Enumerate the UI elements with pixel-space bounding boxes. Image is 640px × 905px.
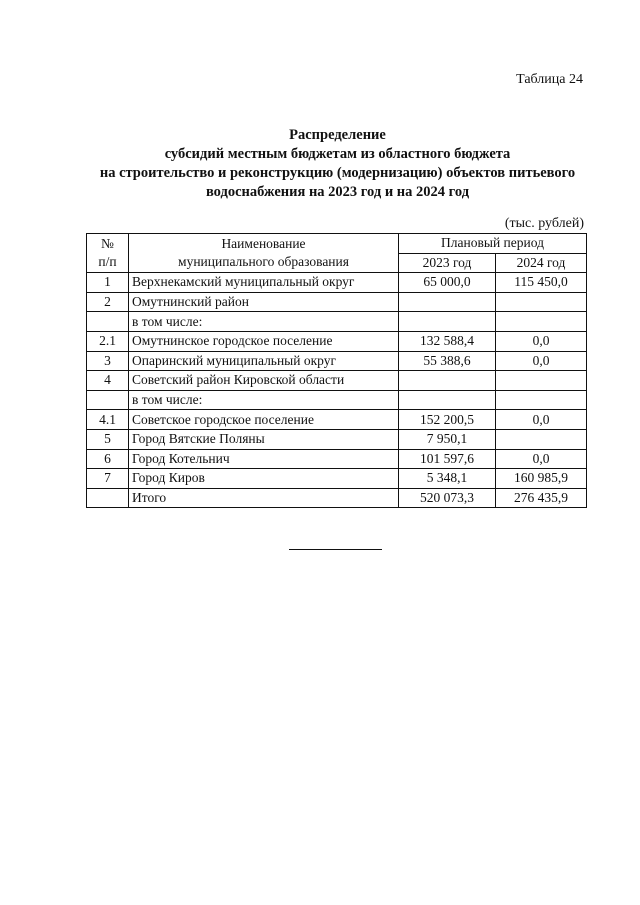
row-number: 1 — [87, 273, 129, 293]
row-value-2024: 0,0 — [496, 449, 587, 469]
row-value-2024 — [496, 429, 587, 449]
row-name: Город Вятские Поляны — [129, 429, 399, 449]
header-year-2024: 2024 год — [496, 253, 587, 273]
row-value-2023: 101 597,6 — [399, 449, 496, 469]
row-value-2023: 65 000,0 — [399, 273, 496, 293]
row-value-2024: 115 450,0 — [496, 273, 587, 293]
row-number: 3 — [87, 351, 129, 371]
table-row — [87, 488, 587, 508]
row-value-2024 — [496, 312, 587, 332]
row-name: Омутнинское городское поселение — [129, 331, 399, 351]
row-number: 7 — [87, 469, 129, 489]
table-row — [87, 429, 587, 449]
row-value-2023 — [399, 371, 496, 391]
row-value-2023 — [399, 312, 496, 332]
row-number: 4 — [87, 371, 129, 391]
table-row — [87, 371, 587, 391]
title-line: на строительство и реконструкцию (модернизацию) объектов питьевого — [99, 165, 576, 181]
row-value-2024: 276 435,9 — [496, 488, 587, 508]
row-number: 4.1 — [87, 410, 129, 430]
row-number — [87, 390, 129, 410]
header-name-top: Наименование — [221, 236, 306, 252]
row-name: в том числе: — [129, 312, 399, 332]
table-number-label: Таблица 24 — [516, 72, 583, 87]
row-value-2023 — [399, 390, 496, 410]
row-number: 5 — [87, 429, 129, 449]
table-row — [87, 273, 587, 293]
row-value-2024 — [496, 292, 587, 312]
row-name: Советское городское поселение — [129, 410, 399, 430]
row-value-2024: 0,0 — [496, 410, 587, 430]
table-row — [87, 469, 587, 489]
header-number-top: № — [101, 236, 114, 252]
row-number: 2.1 — [87, 331, 129, 351]
row-value-2023: 7 950,1 — [399, 429, 496, 449]
row-name: в том числе: — [129, 390, 399, 410]
row-value-2023: 152 200,5 — [399, 410, 496, 430]
title-line: водоснабжения на 2023 год и на 2024 год — [205, 184, 470, 200]
row-value-2024: 160 985,9 — [496, 469, 587, 489]
header-number — [87, 234, 129, 273]
row-value-2024: 0,0 — [496, 351, 587, 371]
header-year-2023: 2023 год — [399, 253, 496, 273]
row-value-2024 — [496, 390, 587, 410]
row-name: Итого — [129, 488, 399, 508]
header-period: Плановый период — [399, 234, 587, 254]
row-value-2024 — [496, 371, 587, 391]
row-name: Верхнекамский муниципальный округ — [129, 273, 399, 293]
table-row — [87, 292, 587, 312]
title-line: Распределение — [289, 127, 386, 143]
title-line: субсидий местным бюджетам из областного бюджета — [164, 146, 511, 162]
row-number — [87, 312, 129, 332]
table-row — [87, 312, 587, 332]
closing-rule — [289, 549, 382, 550]
row-name: Советский район Кировской области — [129, 371, 399, 391]
table-row — [87, 331, 587, 351]
row-name: Город Киров — [129, 469, 399, 489]
table-row — [87, 390, 587, 410]
row-name: Город Котельнич — [129, 449, 399, 469]
header-name — [129, 234, 399, 273]
row-name: Омутнинский район — [129, 292, 399, 312]
header-name-bottom: муниципального образования — [178, 254, 349, 270]
distribution-table — [86, 233, 587, 508]
row-value-2023 — [399, 292, 496, 312]
table-row — [87, 351, 587, 371]
document-title — [60, 126, 615, 202]
row-value-2023: 132 588,4 — [399, 331, 496, 351]
table-row — [87, 449, 587, 469]
row-number: 2 — [87, 292, 129, 312]
header-number-bottom: п/п — [98, 254, 117, 270]
row-name: Опаринский муниципальный округ — [129, 351, 399, 371]
row-value-2023: 5 348,1 — [399, 469, 496, 489]
row-value-2023: 520 073,3 — [399, 488, 496, 508]
row-value-2023: 55 388,6 — [399, 351, 496, 371]
row-number: 6 — [87, 449, 129, 469]
row-value-2024: 0,0 — [496, 331, 587, 351]
units-label: (тыс. рублей) — [504, 216, 584, 231]
table-row — [87, 410, 587, 430]
row-number — [87, 488, 129, 508]
